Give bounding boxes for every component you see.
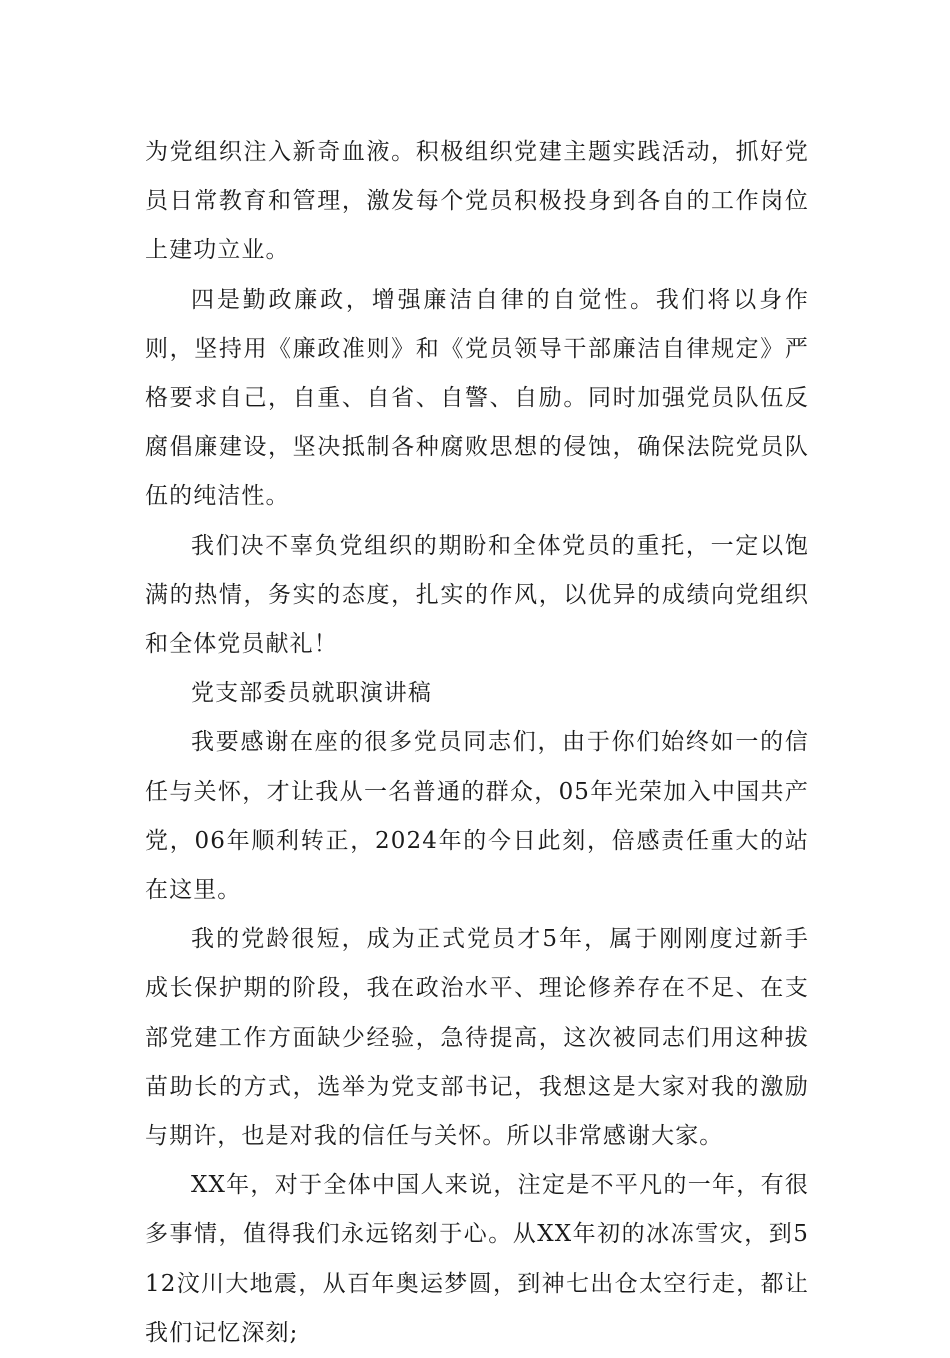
paragraph-5: 我的党龄很短，成为正式党员才5年，属于刚刚度过新手成长保护期的阶段，我在政治水平、理论修养存在不足、在支部党建工作方面缺少经验，急待提高，这次被同志们用这种拔苗助长的方式，选举为党支部书记，我想这是大家对我的激励与期许，也是对我的信任与关怀。所以非常感谢大家。 [145, 926, 809, 1150]
paragraph-4: 我要感谢在座的很多党员同志们，由于你们始终如一的信任与关怀，才让我从一名普通的群众，05年光荣加入中国共产党，06年顺利转正，2024年的今日此刻，倍感责任重大的站在这里。 [145, 729, 809, 904]
document-body [145, 128, 809, 1358]
paragraph-6: XX年，对于全体中国人来说，注定是不平凡的一年，有很多事情，值得我们永远铭刻于心。从XX年初的冰冻雪灾，到512汶川大地震，从百年奥运梦圆，到神七出仓太空行走，都让我们记忆深刻; [145, 1172, 809, 1346]
paragraph-3: 我们决不辜负党组织的期盼和全体党员的重托，一定以饱满的热情，务实的态度，扎实的作风，以优异的成绩向党组织和全体党员献礼！ [145, 532, 809, 658]
section-title: 党支部委员就职演讲稿 [191, 680, 432, 707]
paragraph-1: 为党组织注入新奇血液。积极组织党建主题实践活动，抓好党员日常教育和管理，激发每个党员积极投身到各自的工作岗位上建功立业。 [145, 139, 809, 264]
paragraph-2: 四是勤政廉政，增强廉洁自律的自觉性。我们将以身作则，坚持用《廉政准则》和《党员领导干部廉洁自律规定》严格要求自己，自重、自省、自警、自励。同时加强党员队伍反腐倡廉建设，坚决抵制各种腐败思想的侵蚀，确保法院党员队伍的纯洁性。 [145, 286, 809, 510]
